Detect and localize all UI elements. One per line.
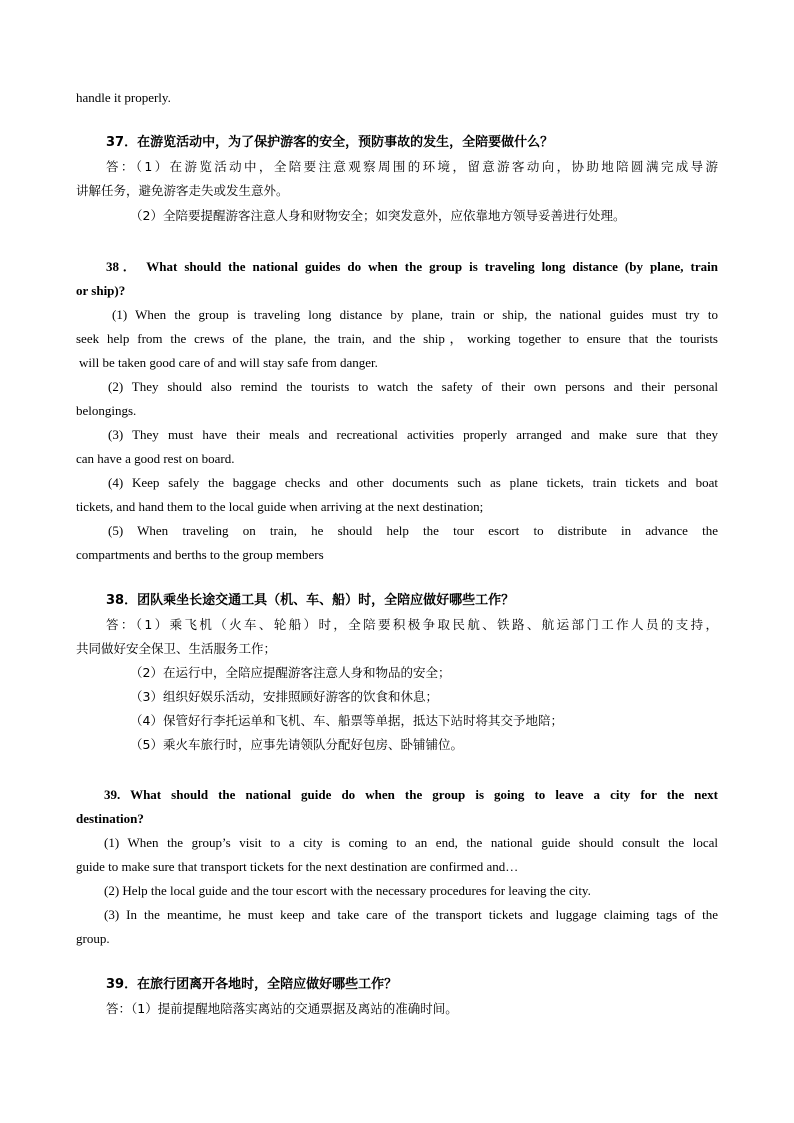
text-line: tickets, and hand them to the local guide when arriving at the next destination; xyxy=(76,499,484,514)
answer-line: 共同做好安全保卫、生活服务工作； xyxy=(76,641,277,656)
answer-line: （4）保管好行李托运单和飞机、车、船票等单据，抵达下站时将其交予地陪； xyxy=(130,713,563,728)
question-heading: 39. What should the national guide do when the group is going to leave a city for the next xyxy=(104,787,718,802)
text-line: (4) Keep safely the baggage checks and other documents such as plane tickets, train tickets and boat xyxy=(108,475,718,490)
text-line: (3) They must have their meals and recreational activities properly arranged and make sure that they xyxy=(108,427,718,442)
answer-line: （2）在运行中，全陪应提醒游客注意人身和物品的安全； xyxy=(130,665,451,680)
text-line: can have a good rest on board. xyxy=(76,451,235,466)
text-line: (1) When the group’s visit to a city is coming to an end, the national guide should consult the local xyxy=(104,835,718,850)
question-heading: destination? xyxy=(76,811,144,826)
answer-line: （5）乘火车旅行时，应事先请领队分配好包房、卧铺铺位。 xyxy=(130,737,463,752)
text-line: guide to make sure that transport tickets for the next destination are confirmed and… xyxy=(76,859,519,874)
answer-line: 答：（1）提前提醒地陪落实离站的交通票据及离站的准确时间。 xyxy=(106,1001,458,1016)
text-line: handle it properly. xyxy=(76,90,171,105)
text-line: (5) When traveling on train, he should help the tour escort to distribute in advance the xyxy=(108,523,718,538)
text-line: belongings. xyxy=(76,403,137,418)
question-heading: 38．团队乘坐长途交通工具（机、车、船）时，全陪应做好哪些工作？ xyxy=(106,593,515,608)
answer-line: （2）全陪要提醒游客注意人身和财物安全；如突发意外，应依靠地方领导妥善进行处理。 xyxy=(130,208,626,223)
text-line: seek help from the crews of the plane, the train, and the ship，working together to ensure that the tourists xyxy=(76,331,718,346)
answer-line: 答：（1）在游览活动中，全陪要注意观察周围的环境，留意游客动向，协助地陪圆满完成导游 xyxy=(106,159,718,174)
text-line: (2) Help the local guide and the tour escort with the necessary procedures for leaving the city. xyxy=(104,883,591,898)
question-heading: 39．在旅行团离开各地时，全陪应做好哪些工作？ xyxy=(106,977,398,992)
answer-line: 答：（1）乘飞机（火车、轮船）时，全陪要积极争取民航、铁路、航运部门工作人员的支持， xyxy=(106,617,718,632)
question-heading: 37．在游览活动中，为了保护游客的安全，预防事故的发生，全陪要做什么？ xyxy=(106,135,554,150)
text-line: will be taken good care of and will stay safe from danger. xyxy=(79,355,378,370)
text-line: compartments and berths to the group members xyxy=(76,547,324,562)
question-heading: or ship)? xyxy=(76,283,126,298)
question-heading: 38． What should the national guides do when the group is traveling long distance (by plane, train xyxy=(106,259,718,274)
text-line: (3) In the meantime, he must keep and take care of the transport tickets and luggage claiming tags of the xyxy=(104,907,718,922)
answer-line: 讲解任务，避免游客走失或发生意外。 xyxy=(76,183,289,198)
text-line: group. xyxy=(76,931,110,946)
text-line: (2) They should also remind the tourists to watch the safety of their own persons and their personal xyxy=(108,379,718,394)
answer-line: （3）组织好娱乐活动，安排照顾好游客的饮食和休息； xyxy=(130,689,438,704)
text-line: (1) When the group is traveling long distance by plane, train or ship, the national guides must try to xyxy=(112,307,718,322)
